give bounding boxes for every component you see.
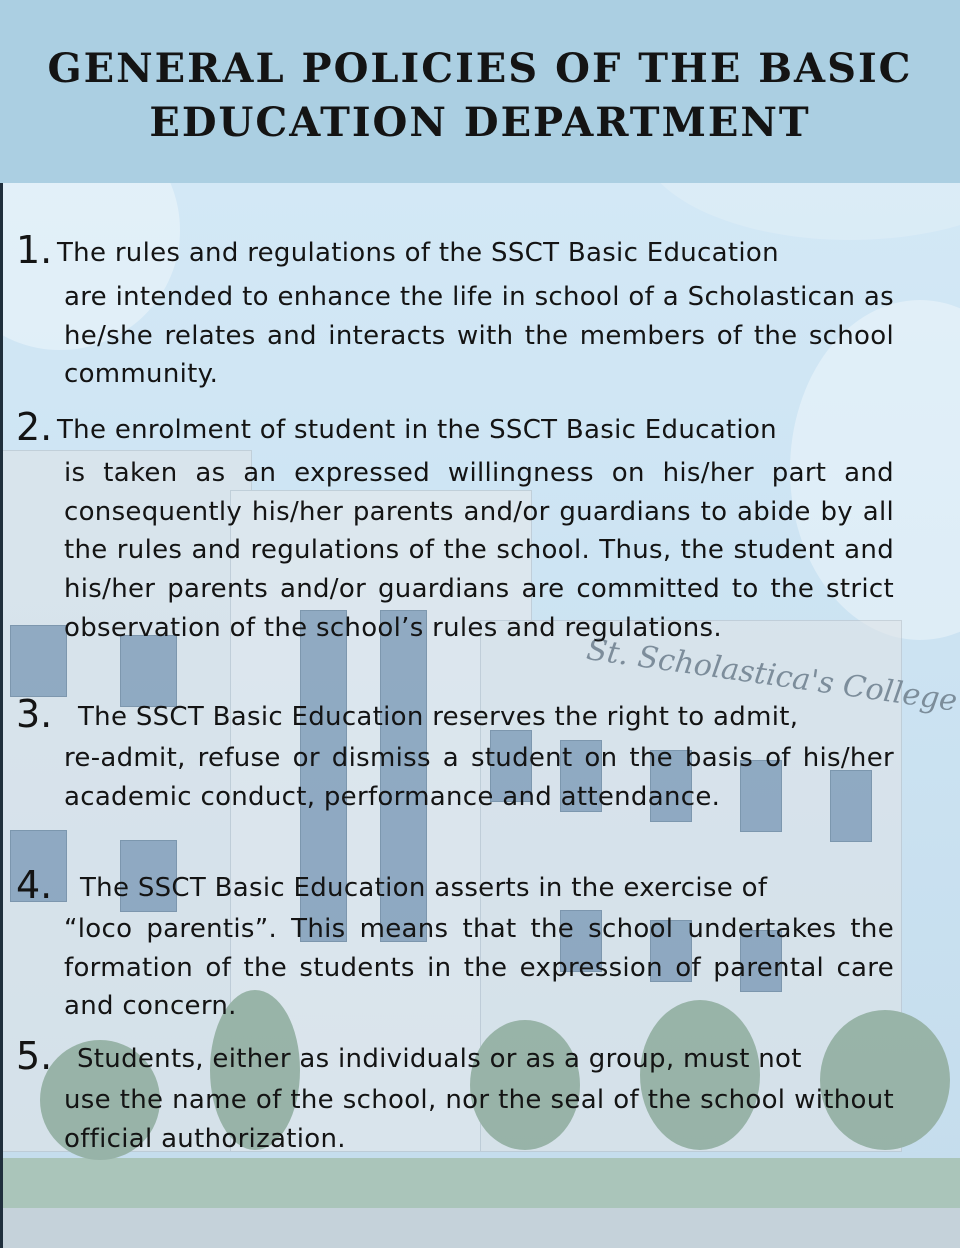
policy-number: 2. <box>16 405 53 449</box>
building-sign: St. Scholastica's College <box>584 632 960 719</box>
policy-number: 5. <box>16 1034 53 1078</box>
policy-first-line: The SSCT Basic Education asserts in the exercise of <box>80 873 768 903</box>
policy-text: re-admit, refuse or dismiss a student on the basis of his/her academic conduct, performance and attendance. <box>64 743 894 812</box>
policy-number: 4. <box>16 863 53 907</box>
policy-number: 3. <box>16 692 53 736</box>
policy-text: “loco parentis”. This means that the school undertakes the formation of the students in the expression of parental care and concern. <box>64 914 894 1022</box>
policy-text: use the name of the school, nor the seal of the school without official authorization. <box>64 1085 894 1154</box>
policy-first-line: The rules and regulations of the SSCT Basic Education <box>57 238 779 268</box>
policy-text: is taken as an expressed willingness on his/her part and consequently his/her parents and/or guardians to abide by all the rules and regulations of the school. Thus, the student and his/her parents and/or guardians are committed to the strict observation of the school’s rules and regulations. <box>64 458 894 643</box>
policy-number: 1. <box>16 228 53 272</box>
policy-text: are intended to enhance the life in school of a Scholastican as he/she relates and interacts with the members of the school community. <box>64 282 894 390</box>
policy-first-line: The enrolment of student in the SSCT Basic Education <box>57 415 777 445</box>
policy-first-line: Students, either as individuals or as a group, must not <box>77 1044 802 1074</box>
title-line-2: EDUCATION DEPARTMENT <box>149 99 811 146</box>
title-line-1: GENERAL POLICIES OF THE BASIC <box>47 45 913 92</box>
policy-first-line: The SSCT Basic Education reserves the right to admit, <box>78 702 799 732</box>
